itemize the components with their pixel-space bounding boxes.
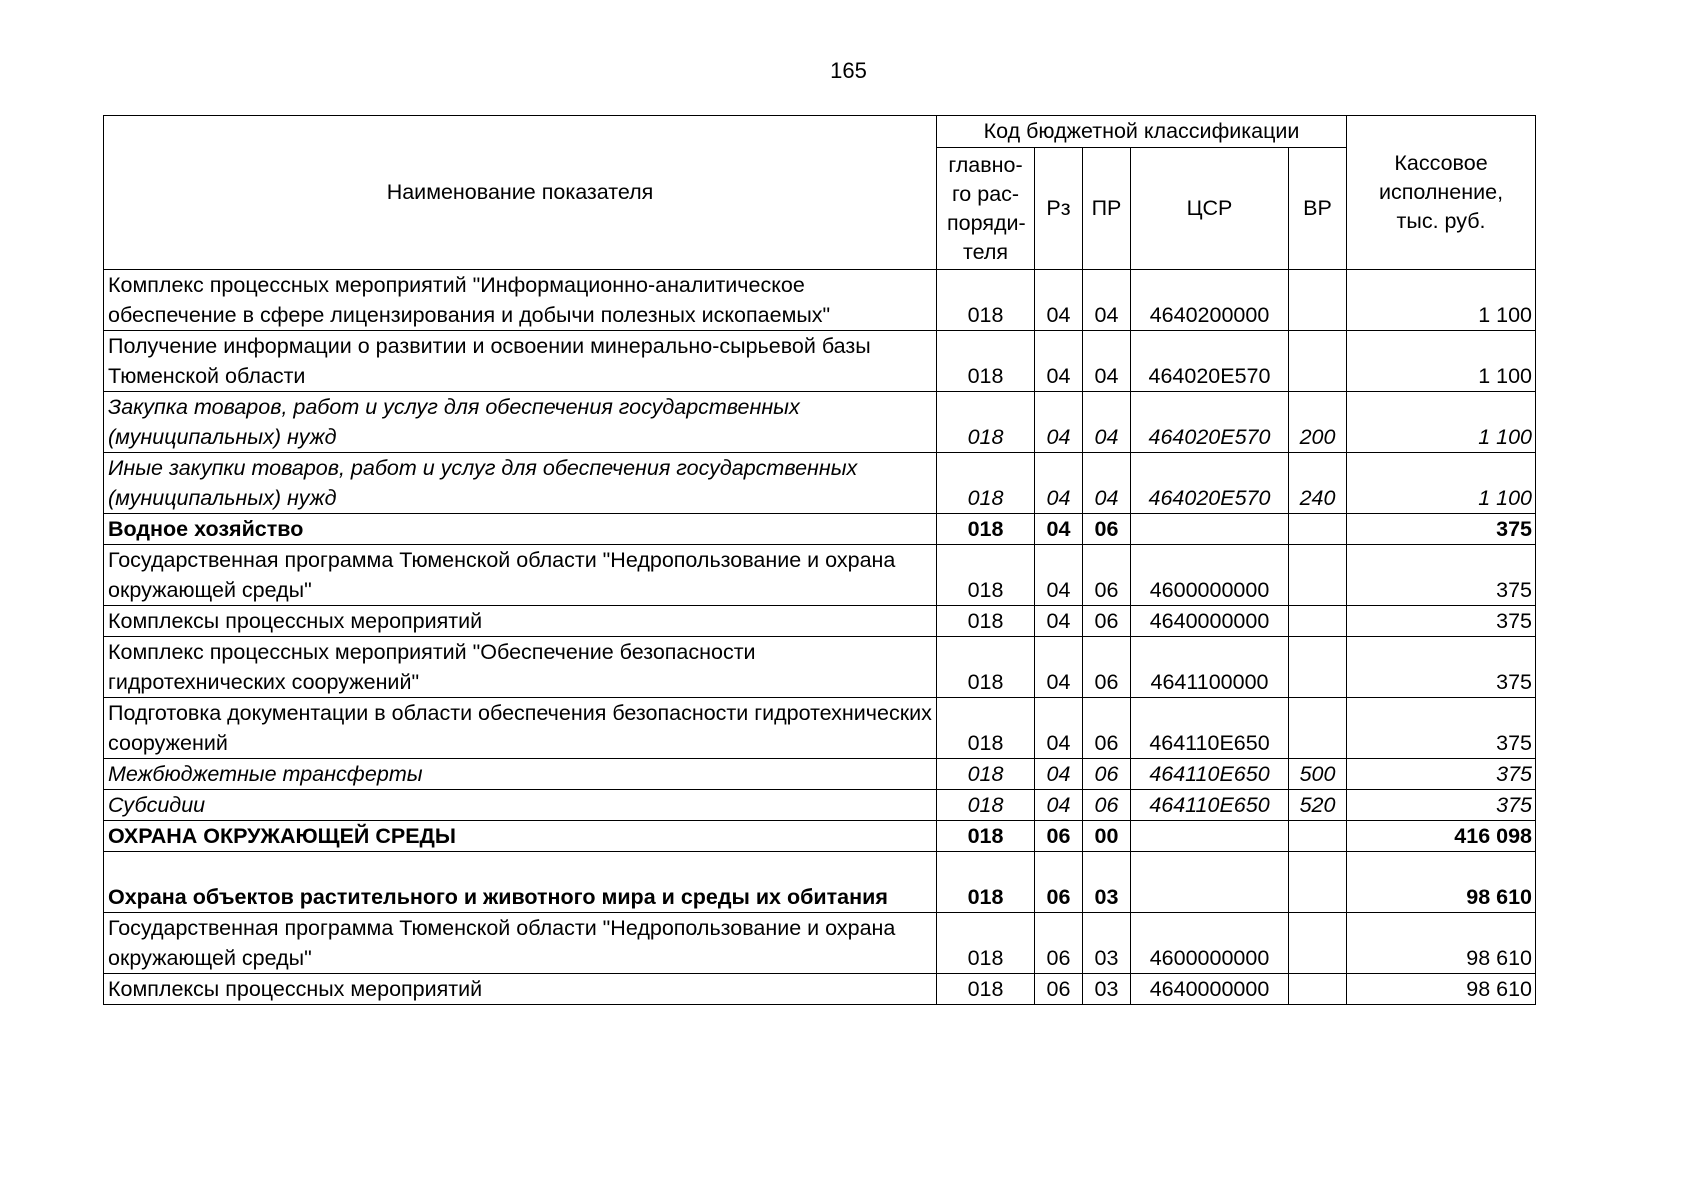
header-classification-group: Код бюджетной классификации (937, 116, 1347, 148)
row-pr: 06 (1083, 759, 1131, 790)
row-pr: 06 (1083, 698, 1131, 759)
row-vr: 240 (1289, 453, 1347, 514)
row-amount: 375 (1347, 606, 1536, 637)
table-row (104, 974, 1536, 1005)
row-vr (1289, 270, 1347, 331)
row-csr (1131, 852, 1289, 913)
row-pr: 03 (1083, 974, 1131, 1005)
row-pr: 03 (1083, 913, 1131, 974)
table-body (104, 270, 1536, 1005)
header-amount: Кассовое исполнение, тыс. руб. (1347, 116, 1536, 270)
row-amount: 1 100 (1347, 270, 1536, 331)
row-glav: 018 (937, 392, 1035, 453)
row-csr: 464020Е570 (1131, 453, 1289, 514)
row-name: Государственная программа Тюменской области "Недропользование и охрана окружающей среды" (104, 913, 937, 974)
table-row (104, 270, 1536, 331)
row-csr: 4640200000 (1131, 270, 1289, 331)
row-glav: 018 (937, 606, 1035, 637)
table-row (104, 637, 1536, 698)
row-amount: 375 (1347, 545, 1536, 606)
row-vr (1289, 331, 1347, 392)
row-rz: 04 (1035, 331, 1083, 392)
row-vr (1289, 637, 1347, 698)
table-row (104, 331, 1536, 392)
row-pr: 04 (1083, 453, 1131, 514)
row-glav: 018 (937, 913, 1035, 974)
row-pr: 04 (1083, 270, 1131, 331)
row-pr: 06 (1083, 514, 1131, 545)
table-row (104, 821, 1536, 852)
header-pr: ПР (1083, 148, 1131, 270)
table-row (104, 453, 1536, 514)
row-rz: 06 (1035, 913, 1083, 974)
row-vr: 520 (1289, 790, 1347, 821)
table-row (104, 545, 1536, 606)
row-glav: 018 (937, 514, 1035, 545)
row-name: Охрана объектов растительного и животного мира и среды их обитания (104, 852, 937, 913)
row-glav: 018 (937, 974, 1035, 1005)
header-name: Наименование показателя (104, 116, 937, 270)
row-vr (1289, 606, 1347, 637)
row-amount: 98 610 (1347, 913, 1536, 974)
row-name: ОХРАНА ОКРУЖАЮЩЕЙ СРЕДЫ (104, 821, 937, 852)
row-csr: 4640000000 (1131, 606, 1289, 637)
budget-table (103, 115, 1536, 1005)
row-glav: 018 (937, 821, 1035, 852)
row-glav: 018 (937, 331, 1035, 392)
header-rz: Рз (1035, 148, 1083, 270)
row-pr: 06 (1083, 545, 1131, 606)
header-glav: главно-го рас-поряди-теля (937, 148, 1035, 270)
row-amount: 375 (1347, 637, 1536, 698)
table-row (104, 759, 1536, 790)
row-vr (1289, 514, 1347, 545)
row-rz: 04 (1035, 790, 1083, 821)
row-amount: 375 (1347, 698, 1536, 759)
row-name: Получение информации о развитии и освоении минерально-сырьевой базы Тюменской области (104, 331, 937, 392)
row-rz: 04 (1035, 545, 1083, 606)
row-vr (1289, 913, 1347, 974)
row-rz: 04 (1035, 637, 1083, 698)
row-glav: 018 (937, 790, 1035, 821)
row-rz: 06 (1035, 974, 1083, 1005)
header-vr: ВР (1289, 148, 1347, 270)
row-csr: 4600000000 (1131, 545, 1289, 606)
row-amount: 98 610 (1347, 852, 1536, 913)
row-pr: 06 (1083, 790, 1131, 821)
row-rz: 06 (1035, 852, 1083, 913)
row-csr: 464110Е650 (1131, 790, 1289, 821)
row-rz: 04 (1035, 453, 1083, 514)
row-amount: 1 100 (1347, 331, 1536, 392)
row-csr: 464110Е650 (1131, 759, 1289, 790)
table-row (104, 698, 1536, 759)
table-header (104, 116, 1536, 270)
row-pr: 06 (1083, 637, 1131, 698)
table-row (104, 852, 1536, 913)
row-csr: 4600000000 (1131, 913, 1289, 974)
row-rz: 06 (1035, 821, 1083, 852)
row-amount: 1 100 (1347, 453, 1536, 514)
row-glav: 018 (937, 852, 1035, 913)
row-csr: 4640000000 (1131, 974, 1289, 1005)
table-row (104, 790, 1536, 821)
row-csr: 4641100000 (1131, 637, 1289, 698)
row-vr: 200 (1289, 392, 1347, 453)
row-pr: 03 (1083, 852, 1131, 913)
row-name: Комплекс процессных мероприятий "Обеспечение безопасности гидротехнических сооружений" (104, 637, 937, 698)
row-name: Межбюджетные трансферты (104, 759, 937, 790)
table-row (104, 913, 1536, 974)
row-glav: 018 (937, 453, 1035, 514)
row-pr: 04 (1083, 331, 1131, 392)
row-amount: 1 100 (1347, 392, 1536, 453)
row-glav: 018 (937, 637, 1035, 698)
row-rz: 04 (1035, 759, 1083, 790)
row-name: Комплексы процессных мероприятий (104, 974, 937, 1005)
row-pr: 06 (1083, 606, 1131, 637)
row-amount: 98 610 (1347, 974, 1536, 1005)
row-glav: 018 (937, 698, 1035, 759)
row-csr (1131, 821, 1289, 852)
row-csr: 464020Е570 (1131, 392, 1289, 453)
row-vr: 500 (1289, 759, 1347, 790)
row-vr (1289, 974, 1347, 1005)
table-row (104, 392, 1536, 453)
row-rz: 04 (1035, 514, 1083, 545)
row-vr (1289, 821, 1347, 852)
row-rz: 04 (1035, 392, 1083, 453)
row-name: Комплексы процессных мероприятий (104, 606, 937, 637)
row-amount: 375 (1347, 759, 1536, 790)
row-pr: 00 (1083, 821, 1131, 852)
row-amount: 375 (1347, 790, 1536, 821)
row-glav: 018 (937, 759, 1035, 790)
row-name: Подготовка документации в области обеспечения безопасности гидротехнических сооружений (104, 698, 937, 759)
row-name: Иные закупки товаров, работ и услуг для обеспечения государственных (муниципальных) нужд (104, 453, 937, 514)
row-amount: 416 098 (1347, 821, 1536, 852)
row-csr: 464110Е650 (1131, 698, 1289, 759)
row-csr: 464020Е570 (1131, 331, 1289, 392)
row-rz: 04 (1035, 698, 1083, 759)
row-name: Государственная программа Тюменской области "Недропользование и охрана окружающей среды" (104, 545, 937, 606)
row-amount: 375 (1347, 514, 1536, 545)
table-row (104, 606, 1536, 637)
row-pr: 04 (1083, 392, 1131, 453)
row-vr (1289, 698, 1347, 759)
page-number: 165 (830, 58, 867, 83)
row-vr (1289, 852, 1347, 913)
row-vr (1289, 545, 1347, 606)
row-csr (1131, 514, 1289, 545)
row-name: Закупка товаров, работ и услуг для обеспечения государственных (муниципальных) нужд (104, 392, 937, 453)
row-name: Водное хозяйство (104, 514, 937, 545)
row-rz: 04 (1035, 270, 1083, 331)
table-row (104, 514, 1536, 545)
row-glav: 018 (937, 545, 1035, 606)
row-rz: 04 (1035, 606, 1083, 637)
header-csr: ЦСР (1131, 148, 1289, 270)
row-glav: 018 (937, 270, 1035, 331)
row-name: Субсидии (104, 790, 937, 821)
row-name: Комплекс процессных мероприятий "Информационно-аналитическое обеспечение в сфере лицензирования и добычи полезных ископаемых" (104, 270, 937, 331)
